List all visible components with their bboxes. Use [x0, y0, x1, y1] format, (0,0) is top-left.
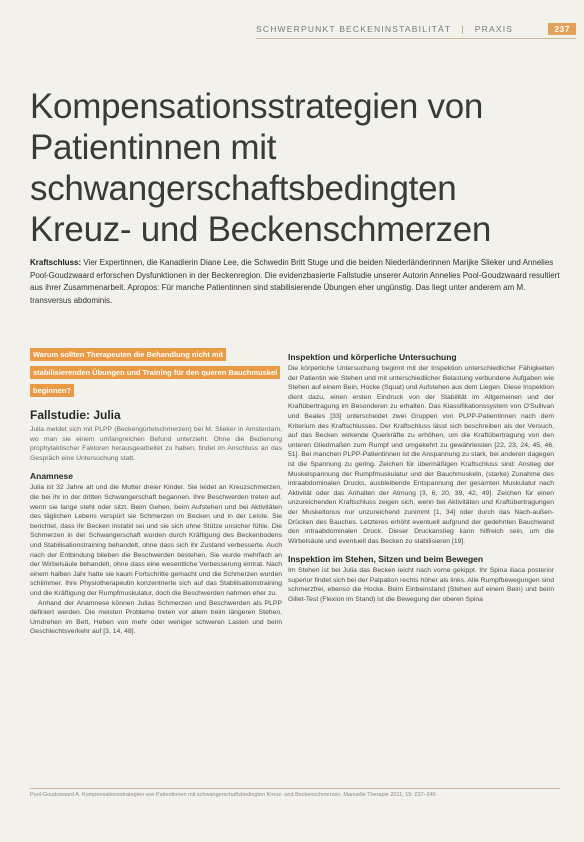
anamnese-text-2: Anhand der Anamnese können Julias Schmerzen und Beschwerden als PLPP definiert werden. Die meisten Probleme treten vor allem beim längeren Stehen, Umdrehen im Bett, Heben von mehr oder weniger schweren Lasten und beim Geschlechtsverkehr auf [3, 14, 48]. [30, 599, 282, 636]
header-separator: | [461, 24, 465, 34]
header-category: PRAXIS [474, 24, 514, 34]
standing-heading: Inspektion im Stehen, Sitzen und beim Bewegen [288, 554, 484, 565]
article-title: Kompensationsstrategien von Patientinnen mit schwangerschaftsbedingten Kreuz- und Beckenschmerzen [30, 87, 492, 249]
standing-text: Im Stehen ist bei Julia das Becken leicht nach vorne gekippt. Ihr Spina iliaca posterior superior findet sich bei der Palpation rechts höher als links. Alle Rumpfbewegungen sind schmerzfrei, ebenso die Hocke. Beim Einbeinstand (Stehen auf einem Bein) und beim Gillet-Test (Flexion im Stand) ist die Bewegung der oberen Spina [288, 567, 554, 604]
inspection-text: Die körperliche Untersuchung beginnt mit der Inspektion unterschiedlicher Fähigkeiten der Patientin wie Stehen und mit unterschiedlicher Belastung verbundene Aufgaben wie Stehen auf einem Bein, Hocke (Squat) und Aufstehen aus dem Liegen. Diese Inspektion dient dazu, einen ersten Eindruck von der Stabilität im Allgemeinen und der Kraftübertragung im Besonderen zu erhalten. Das Klassifikationssystem von O'Sullivan und Beales [33] unterscheidet zwei Gruppen von PLPP-Patientinnen nach dem Kriterium des Kraftschlusses. Der Kraftschluss lässt sich beschreiben als der Versuch, auf das Becken wirkende Querkräfte zu erhöhen, um die Kraftübertragung von den unteren Gliedmaßen zum Rumpf und umgekehrt zu gewährleisten [22, 23, 24, 45, 46, 51]. Bei manchen PLPP-Patientinnen ist die Anspannung zu stark, bei anderen dagegen ist die Spannung zu gering. Zeichen für übermäßigen Kraftschluss sind: Anstieg der Muskelspannung der Rumpfmuskulatur und der Bauchmuskeln, (starke) Zunahme des intraabdominalen Drucks, ausbleibende Entspannung der gesamten Muskulatur nach Aktivität oder das Anhalten der Atmung [3, 6, 20, 39, 42, 49]. Zeichen für einen unzureichenden Kraftschluss zeigen sich, wenn bei Aktivitäten und Kraftübertragungen der Muskeltonus nur unzureichend zunimmt [1, 34] oder durch das Nach-außen-Drücken des Bauches. Letzteres erhöht eventuell aufgrund der gedehnten Bauchwand den intraabdominalen Druck. Dieser Druckanstieg kann hilfreich sein, um die Wirbelsäule und eventuell das Becken zu stabilisieren [19]. [288, 365, 554, 545]
question-text: Warum sollten Therapeuten die Behandlung nicht mit stabilisierenden Übungen und Training für den queren Bauchmuskel beginnen? [30, 348, 280, 397]
header-section: SCHWERPUNKT BECKENINSTABILITÄT [256, 24, 452, 34]
inspection-heading: Inspektion und körperliche Untersuchung [288, 352, 457, 362]
left-column [30, 344, 282, 637]
case-text: Julia meldet sich mit PLPP (Beckengürtelschmerzen) bei M. Slieker in Amsterdam, wo man sie einem umfangreichen Befund unterzieht. Ohne die Bedienung prophylaktischer Faktoren herausgearbeitet zu haben, findet im Anschluss an das Gespräch eine Untersuchung statt. [30, 426, 282, 462]
citation-footer: Pool-Goudzwaard A. Kompensationsstrategien von Patientinnen mit schwangerschaftsbedingten Kreuz- und Beckenschmerzen. Manuelle Therapie 2011; 15: 237–245 [30, 788, 560, 798]
article-intro [30, 257, 560, 307]
intro-text: Vier Expertinnen, die Kanadierin Diane Lee, die Schwedin Britt Stuge und die beiden Niederländerinnen Marijke Slieker und Annelies Pool-Goudzwaard erforschen Dysfunktionen in der Beckenregion. Die evidenzbasierte Fallstudie unserer Autorin Annelies Pool-Goudzwaard resultiert aus ihrer Zusammenarbeit. Apropos: Für manche Patientinnen sind stabilisierende Übungen eher ungünstig. Das liegt unter anderem am M. transversus abdominis. [30, 258, 560, 305]
anamnese-heading: Anamnese [30, 471, 73, 482]
question-box [30, 344, 282, 398]
right-column [288, 352, 554, 605]
case-heading: Fallstudie: Julia [30, 408, 121, 422]
anamnese-text: Julia ist 32 Jahre alt und die Mutter dreier Kinder. Sie leidet an Kreuzschmerzen, die bei ihr in der dritten Schwangerschaft begannen. Ihre Beschwerden treten auf, wenn sie lange steht oder sitzt. Beim Gehen, beim Aufstehen und bei Aktivitäten des täglichen Lebens verspürt sie Schmerzen im Becken und in der Leiste. Sie berichtet, dass ihr Becken instabil sei und sie sich ohne Stütze unsicher fühle. Die Schmerzen in der Schwangerschaft wurden durch Kräftigung des Beckenbodens und Stabilisationstraining behandelt, ohne dass sich ihr Zustand verbesserte. Auch nach der Entbindung blieben die Beschwerden bestehen. Sie wurde mehrfach an der Wirbelsäule behandelt, ohne dass eine wesentliche Verbesserung eintrat. Nach einem halben Jahr hatte sie kaum Fortschritte gemacht und die Schmerzen wurden schlimmer. Ihre Physiotherapeutin konzentrierte sich auf das Stabilisationstraining und die Kräftigung der Rumpfmuskulatur, doch die Beschwerden nahmen eher zu. [30, 484, 282, 597]
intro-lead: Kraftschluss: [30, 258, 82, 267]
running-header [256, 20, 576, 39]
page-number: 237 [548, 23, 576, 35]
